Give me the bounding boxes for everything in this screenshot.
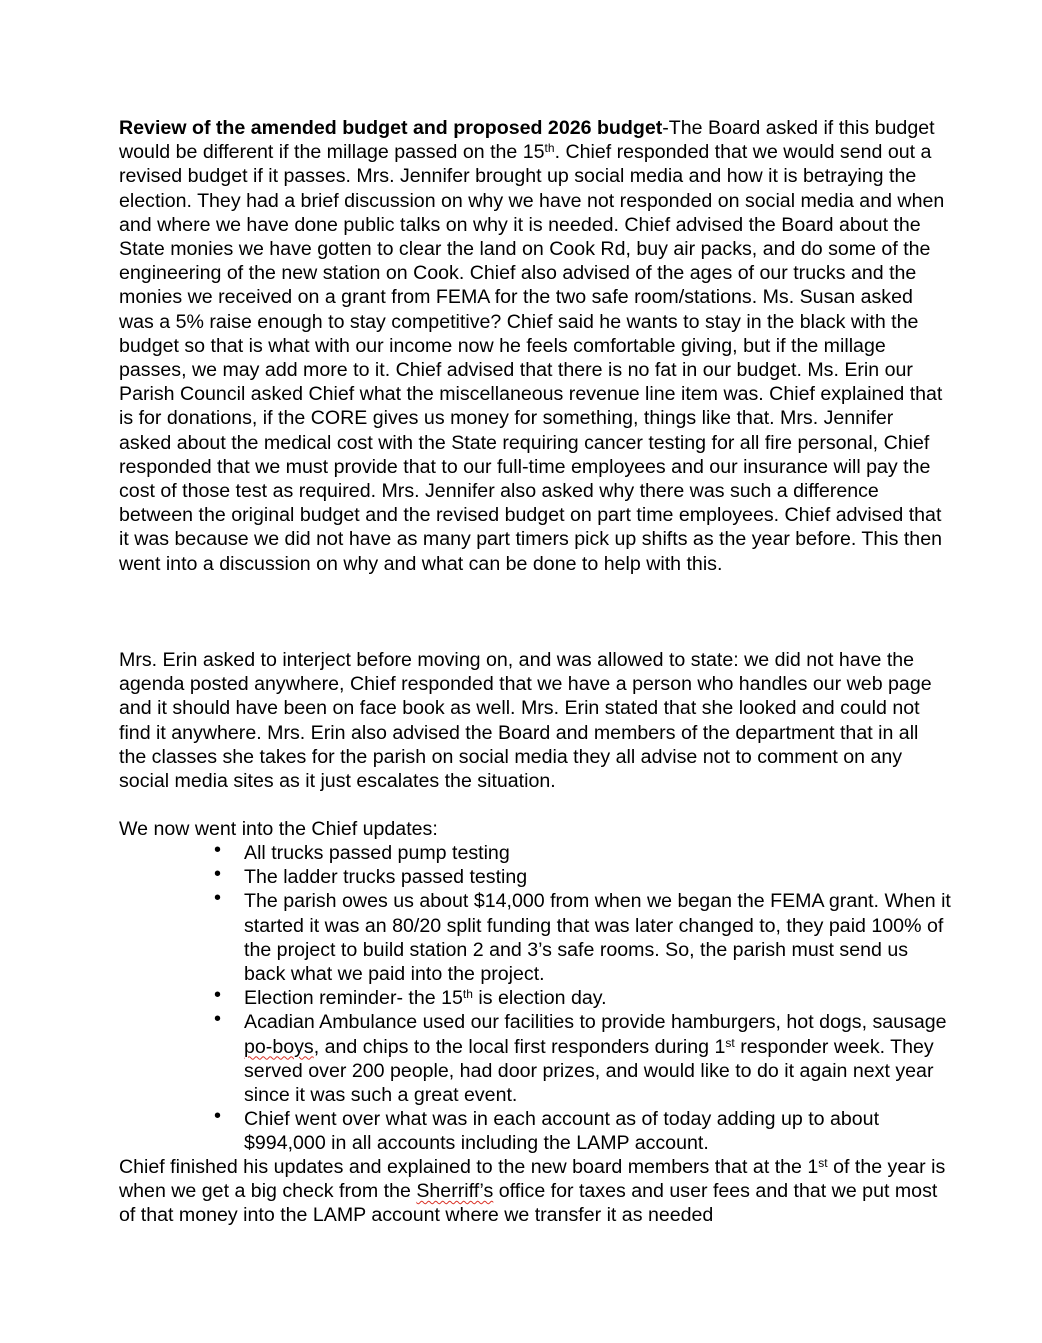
chief-finished-paragraph: Chief finished his updates and explained to the new board members that at the 1st of the year is when we get a big check from the Sherriff’s office for taxes and user fees and that we put most of that money into the LAMP account where we transfer it as needed bbox=[119, 1156, 946, 1227]
erin-interjection-paragraph: Mrs. Erin asked to interject before moving on, and was allowed to state: we did not have the agenda posted anywhere, Chief responded that we have a person who handles our web page and it should have been on face book as well. Mrs. Erin stated that she looked and could not find it anywhere. Mrs. Erin also advised the Board and members of the department that in all the classes she takes for the parish on social media they all advise not to comment on any social media sites as it just escalates the situation. bbox=[119, 649, 932, 793]
list-item: • All trucks passed pump testing bbox=[214, 839, 510, 864]
bullet-icon: • bbox=[214, 1105, 222, 1128]
spelling-flag[interactable]: po-boys bbox=[244, 1035, 314, 1058]
list-item: • Acadian Ambulance used our facilities to provide hamburgers, hot dogs, sausage po-boys, and chips to the local first responders during 1st responder week. They served over 200 people, had door prizes, and would like to do it again next year since it was such a great event. bbox=[214, 1008, 947, 1107]
spelling-flag[interactable]: Sherriff’s bbox=[416, 1180, 494, 1203]
list-item: • Election reminder- the 15th is election day. bbox=[214, 984, 607, 1010]
bullet-icon: • bbox=[214, 863, 222, 886]
bullet-icon: • bbox=[214, 887, 222, 910]
bullet-icon: • bbox=[214, 984, 222, 1007]
list-item: • The parish owes us about $14,000 from when we began the FEMA grant. When it started it was an 80/20 split funding that was later changed to, they paid 100% of the project to build station 2 and 3’s safe rooms. So, the parish must send us back what we paid into the project. bbox=[214, 887, 951, 986]
list-item: • Chief went over what was in each account as of today adding up to about $994,000 in all accounts including the LAMP account. bbox=[214, 1105, 880, 1155]
list-item: • The ladder trucks passed testing bbox=[214, 863, 528, 889]
budget-review-paragraph: Review of the amended budget and proposed 2026 budget-The Board asked if this budget would be different if the millage passed on the 15th. Chief responded that we would send out a revised budget if it passes. Mrs. Jennifer brought up social media and how it is betraying the election. They had a brief discussion on why we have not responded on social media and when and where we have done public talks on why it is needed. Chief advised the Board about the State monies we have gotten to clear the land on Cook Rd, buy air packs, and do some of the engineering of the new station on Cook. Chief also advised of the ages of our trucks and the monies we received on a grant from FEMA for the two safe room/stations. Ms. Susan asked was a 5% raise enough to stay competitive? Chief said he wants to stay in the black with the budget so that is what with our income now he feels comfortable giving, but if the millage passes, we may add more to it. Chief advised that there is no fat in our budget. Ms. Erin our Parish Council asked Chief what the miscellaneous revenue line item was. Chief explained that is for donations, if the CORE gives us money for something, things like that. Mrs. Jennifer asked about the medical cost with the State requiring cancer testing for all fire personal, Chief responded that we must provide that to our full-time employees and our insurance will pay the cost of those test as required. Mrs. Jennifer also asked why there was such a difference between the original budget and the revised budget on part time employees. Chief advised that it was because we did not have as many part timers pick up shifts as the year before. This then went into a discussion on why and what can be done to help with this. bbox=[119, 117, 945, 575]
bullet-icon: • bbox=[214, 839, 222, 861]
bullet-icon: • bbox=[214, 1008, 222, 1031]
chief-updates-list bbox=[214, 841, 954, 1156]
chief-updates-intro: We now went into the Chief updates: bbox=[119, 818, 438, 840]
budget-review-heading: Review of the amended budget and proposed 2026 budget bbox=[119, 117, 663, 139]
